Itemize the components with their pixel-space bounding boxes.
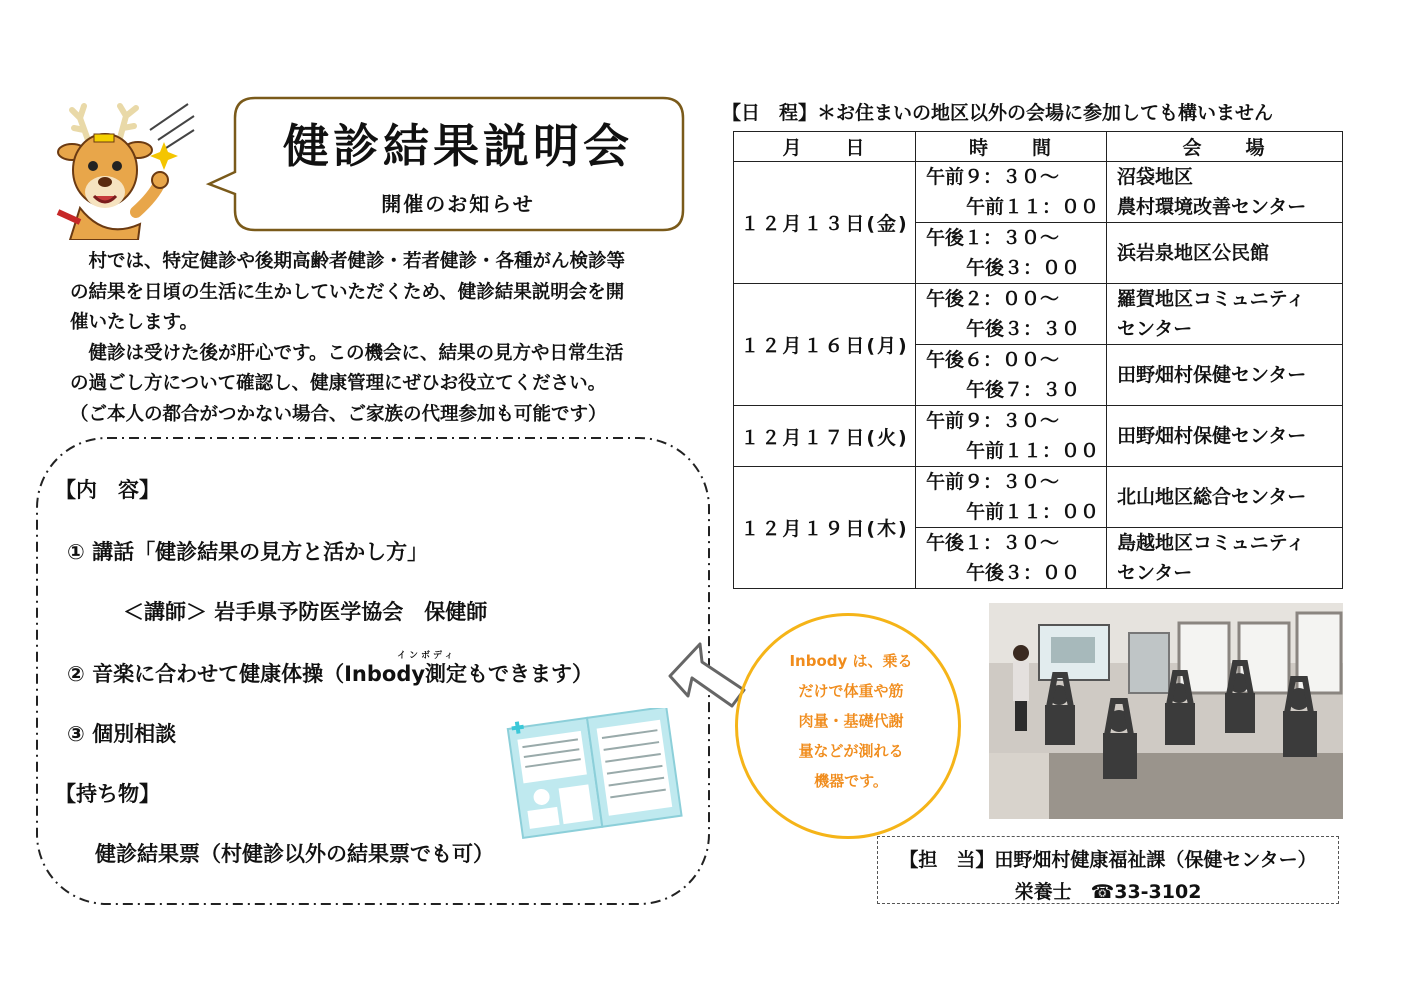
inbody-line: 肉量・基礎代謝	[798, 712, 904, 730]
venue-line: センター	[1117, 318, 1193, 340]
table-row	[734, 284, 1343, 345]
date-cell: １２月１７日(火)	[734, 406, 916, 467]
document-illustration-icon	[495, 708, 685, 843]
time-cell	[916, 467, 1107, 528]
date-cell: １２月１６日(月)	[734, 284, 916, 406]
time-cell	[916, 528, 1107, 589]
column-header-time: 時 間	[916, 132, 1107, 162]
time-start: 午前９：３０～	[926, 471, 1060, 493]
time-start: 午後１：３０～	[926, 532, 1060, 554]
inbody-text	[768, 646, 934, 796]
time-start: 午前９：３０～	[926, 166, 1060, 188]
intro-line: 村では、特定健診や後期高齢者健診・若者健診・各種がん検診等	[88, 251, 626, 272]
venue-line: 田野畑村保健センター	[1117, 364, 1307, 386]
venue-line: 農村環境改善センター	[1117, 196, 1307, 218]
venue-cell	[1107, 467, 1343, 528]
inbody-line: だけで体重や筋	[798, 682, 904, 700]
contact-department: 【担 当】田野畑村健康福祉課（保健センター）	[899, 849, 1317, 871]
title-speech-bubble	[205, 96, 685, 232]
column-header-date: 月 日	[734, 132, 916, 162]
inbody-line: Inbody は、乗る	[789, 652, 913, 670]
contact-info	[877, 836, 1339, 904]
inbody-ruby: インボディ	[397, 651, 457, 661]
time-end: 午前１１：００	[966, 501, 1100, 523]
time-start: 午前９：３０～	[926, 410, 1060, 432]
time-end: 午前１１：００	[966, 196, 1100, 218]
venue-line: 沼袋地区	[1117, 166, 1194, 188]
date-cell: １２月１３日(金)	[734, 162, 916, 284]
time-end: 午後７：３０	[966, 379, 1081, 401]
table-row	[734, 162, 1343, 223]
time-end: 午前１１：００	[966, 440, 1100, 462]
table-row	[734, 467, 1343, 528]
content-heading: 【内 容】	[55, 478, 160, 502]
deer-mascot-icon	[50, 100, 200, 240]
venue-line: 田野畑村保健センター	[1117, 425, 1307, 447]
venue-line: 島越地区コミュニティ	[1117, 532, 1306, 554]
time-end: 午後３：００	[966, 257, 1081, 279]
belongings-item: 健診結果票（村健診以外の結果票でも可）	[95, 842, 494, 866]
intro-line: の結果を日頃の生活に生かしていただくため、健診結果説明会を開	[70, 281, 625, 303]
inbody-line: 量などが測れる	[798, 742, 904, 760]
venue-cell	[1107, 528, 1343, 589]
venue-line: 浜岩泉地区公民館	[1117, 242, 1270, 264]
time-start: 午後１：３０～	[926, 227, 1060, 249]
page-subtitle: 開催のお知らせ	[381, 192, 535, 216]
time-start: 午後６：００～	[926, 349, 1060, 371]
exercise-class-photo	[989, 603, 1343, 819]
content-item-exercise: ② 音楽に合わせて健康体操（Inbody測定もできます）	[67, 662, 594, 686]
time-cell	[916, 284, 1107, 345]
column-header-venue: 会 場	[1107, 132, 1343, 162]
time-cell	[916, 406, 1107, 467]
intro-text	[70, 247, 690, 430]
schedule-table	[733, 131, 1343, 589]
venue-line: 羅賀地区コミュニティ	[1117, 288, 1306, 310]
page-title: 健診結果説明会	[283, 119, 633, 173]
belongings-heading: 【持ち物】	[55, 782, 160, 806]
intro-line: 健診は受けた後が肝心です。この機会に、結果の見方や日常生活	[88, 342, 624, 364]
content-item-lecture: ① 講話「健診結果の見方と活かし方」	[67, 540, 429, 564]
time-cell	[916, 162, 1107, 223]
content-lecturer: ＜講師＞ 岩手県予防医学協会 保健師	[123, 600, 488, 624]
contact-phone: 栄養士 ☎33-3102	[1014, 881, 1202, 903]
time-end: 午後３：３０	[966, 318, 1081, 340]
intro-line: （ご本人の都合がつかない場合、ご家族の代理参加も可能です）	[70, 403, 607, 425]
intro-line: の過ごし方について確認し、健康管理にぜひお役立てください。	[70, 373, 607, 394]
venue-cell	[1107, 345, 1343, 406]
content-item-consult: ③ 個別相談	[67, 722, 177, 746]
table-row	[734, 406, 1343, 467]
time-cell	[916, 223, 1107, 284]
intro-line: 催いたします。	[70, 312, 199, 333]
venue-cell	[1107, 162, 1343, 223]
venue-cell	[1107, 406, 1343, 467]
time-start: 午後２：００～	[926, 288, 1060, 310]
date-cell: １２月１９日(木)	[734, 467, 916, 589]
time-end: 午後３：００	[966, 562, 1081, 584]
schedule-heading: 【日 程】＊お住まいの地区以外の会場に参加しても構いません	[722, 102, 1274, 124]
venue-cell	[1107, 284, 1343, 345]
inbody-line: 機器です。	[814, 772, 888, 790]
venue-line: センター	[1117, 562, 1193, 584]
venue-line: 北山地区総合センター	[1117, 486, 1307, 508]
venue-cell	[1107, 223, 1343, 284]
inbody-info-circle	[735, 613, 961, 839]
time-cell	[916, 345, 1107, 406]
table-header-row	[734, 132, 1343, 162]
mascot-illustration	[50, 100, 200, 240]
